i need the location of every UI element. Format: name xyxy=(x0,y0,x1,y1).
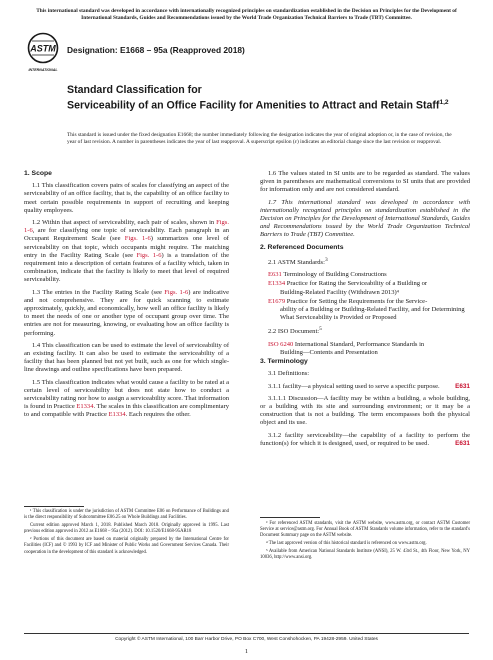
footnote-rule-right xyxy=(260,517,320,518)
document-title xyxy=(67,84,457,112)
ref-item: E631 Terminology of Building Constructions xyxy=(268,271,387,279)
footnotes-right xyxy=(260,521,470,564)
footer-rule xyxy=(24,633,469,634)
left-column xyxy=(24,170,229,424)
figs-link[interactable]: Figs. 1-6 xyxy=(164,288,189,296)
para-1-2: 1.2 Within that aspect of serviceability, each pair of scales, shown in Figs. 1-6, are for classifying one topic of serviceability. Each paragraph in an Occupant Requirement Scale (see Figs. 1-6) summarizes one level of serviceability on that topic, which occupants might require. The matching entry in the Facility Rating Scale (see Figs. 1-6) is a translation of the requirement into a description of certain features of a facility which, taken in combination, indicate that the facility is likely to meet that level of required serviceability. xyxy=(24,219,229,284)
terminology-heading: 3. Terminology xyxy=(260,358,308,366)
footnote: ² Portions of this document are based on material originally prepared by the International Centre for Facilities (ICF) and © 1993 by ICF and Minister of Public Works and Government Services Canada. Their cooperation in the development of this standard is acknowledged. xyxy=(24,537,229,555)
title-footnote-ref: 1,2 xyxy=(439,98,449,106)
ref-item: E1334 Practice for Rating the Serviceability of a Building or Building-Related Facility (Withdrawn 2013)⁴ xyxy=(268,280,428,296)
para-1-7: 1.7 This international standard was developed in accordance with internationally recognized principles on standardization established in the Decision on Principles for the Development of International Standards, Guides and Recommendations issued by the World Trade Organization Technical Barriers to Trade (TBT) Committee. xyxy=(260,198,470,239)
standard-notice: This standard is issued under the fixed designation E1668; the number immediately following the designation indicates the year of original adoption or, in the case of revision, the year of last revision. A number in parentheses indicates the year of last reapproval. A superscript epsilon (ε) indicates an editorial change since the last revision or reapproval. xyxy=(67,132,452,146)
footnotes-left xyxy=(24,509,229,558)
ref-code-link[interactable]: E631 xyxy=(268,271,282,279)
title-line-1: Standard Classification for xyxy=(67,84,202,96)
figs-link[interactable]: Figs. 1-6 xyxy=(124,235,151,243)
footnote: ⁵ Available from American National Standards Institute (ANSI), 25 W. 43rd St., 4th Floor, New York, NY 10036, http://www.ansi.org. xyxy=(260,549,470,561)
astm-logo-icon xyxy=(25,32,61,77)
ref-code-link[interactable]: E1334 xyxy=(268,280,286,288)
ref-2-2: 2.2 ISO Document:$^5$ xyxy=(268,326,322,336)
para-1-6: 1.6 The values stated in SI units are to be regarded as standard. The values given in parentheses are mathematical conversions to SI units that are provided for information only and are not considered standard. xyxy=(260,170,470,194)
para-1-4: 1.4 This classification can be used to estimate the level of serviceability of an existing facility. It can also be used to estimate the serviceability of a facility that has been planned but not yet built, such as one for which single-line drawings and outline specifications have been prepared. xyxy=(24,341,229,374)
scope-heading: 1. Scope xyxy=(24,170,52,177)
para-1-3: 1.3 The entries in the Facility Rating Scale (see Figs. 1-6) are indicative and not comprehensive. They are for quick scanning to estimate approximately, quickly, and economically, how well an office facility is likely to meet the needs of one or another type of occupant group over time. The entries are not for measuring, knowing, or evaluating how an office facility is performing. xyxy=(24,288,229,337)
ref-item: ISO 6240 International Standard, Performance Standards in Building—Contents and Presentation xyxy=(268,340,425,356)
referenced-documents-heading: 2. Referenced Documents xyxy=(260,243,344,251)
ref-item: E1679 Practice for Setting the Requirements for the Service- ability of a Building or Building-Related Facility, and for Determining What Serviceability is Provided or Proposed xyxy=(268,297,465,322)
page-number: 1 xyxy=(244,648,249,655)
term-3-1-1: 3.1.1 facility—a physical setting used to serve a specific purpose. E631 xyxy=(268,382,470,390)
figs-link[interactable]: Figs. 1-6 xyxy=(136,251,162,259)
tbt-notice: This international standard was developed in accordance with internationally recognized principles on standardization established in the Decision on Principles for the Development of International Standards, Guides and Recommendations issued by the World Trade Organization Technical Barriers to Trade (TBT) Committee. xyxy=(36,8,457,21)
footnote: ³ For referenced ASTM standards, visit the ASTM website, www.astm.org, or contact ASTM Customer Service at service@astm.org. For Annual Book of ASTM Standards volume information, refer to the standard's Document Summary page on the ASTM website. xyxy=(260,521,470,539)
iso-code-link[interactable]: ISO 6240 xyxy=(268,340,294,348)
figs-link[interactable]: Figs. 1-6 xyxy=(24,219,229,235)
title-line-2: Serviceability of an Office Facility for Amenities to Attract and Retain Staff$^{1,2}$ xyxy=(67,98,449,112)
source-tag: E631 xyxy=(455,382,470,390)
logo-subtext: INTERNATIONAL xyxy=(28,68,58,72)
footnote: Current edition approved March 1, 2018. Published March 2018. Originally approved in 1995. Last previous edition approved in 2012 as E1668 – 95a (2012). DOI: 10.1520/E1668-95AR18 xyxy=(24,523,229,535)
e1334-link[interactable]: E1334 xyxy=(108,411,126,419)
source-tag: E631 xyxy=(455,439,470,447)
right-column xyxy=(260,170,470,452)
para-1-1: 1.1 This classification covers pairs of scales for classifying an aspect of the serviceability of an office facility, that is, the capability of an office facility to meet certain possible requirements in support of recruiting and keeping quality employees. xyxy=(24,182,229,214)
footnote: ¹ This classification is under the jurisdiction of ASTM Committee E06 on Performance of Buildings and is the direct responsibility of Subcommittee E06.25 on Whole Buildings and Facilities. xyxy=(24,509,229,521)
term-3-1: 3.1 Definitions: xyxy=(268,370,310,378)
copyright-notice: Copyright © ASTM International, 100 Barr Harbor Drive, PO Box C700, West Conshohocken, PA 19428-2959. United States xyxy=(115,637,378,642)
ref-2-1: 2.1 ASTM Standards:$^3$ xyxy=(268,256,328,266)
designation: Designation: E1668 – 95a (Reapproved 2018) xyxy=(67,45,245,55)
term-3-1-1-1: 3.1.1.1 Discussion—A facility may be within a building, a whole building, or a building with its site and surrounding environment; or it may be a construction that is not a building. The term encompasses both the physical object and its use. xyxy=(260,394,470,427)
e1334-link[interactable]: E1334 xyxy=(76,403,94,411)
footnote-rule-left xyxy=(24,506,84,507)
ref-code-link[interactable]: E1679 xyxy=(268,297,286,305)
logo-text: ASTM xyxy=(30,43,56,54)
term-3-1-2: 3.1.2 facility serviceability—the capability of a facility to perform the function(s) for which it is designed, used, or required to be used. E631 xyxy=(260,431,470,447)
para-1-5: 1.5 This classification indicates what would cause a facility to be rated at a certain level of serviceability but does not state how to conduct a serviceability rating nor how to assign a serviceability score. That information is found in Practice E1334. The scales in this classification are complimentary to and compatible with Practice E1334. Each requires the other. xyxy=(24,378,229,419)
footnote: ⁴ The last approved version of this historical standard is referenced on www.astm.org. xyxy=(266,541,427,547)
